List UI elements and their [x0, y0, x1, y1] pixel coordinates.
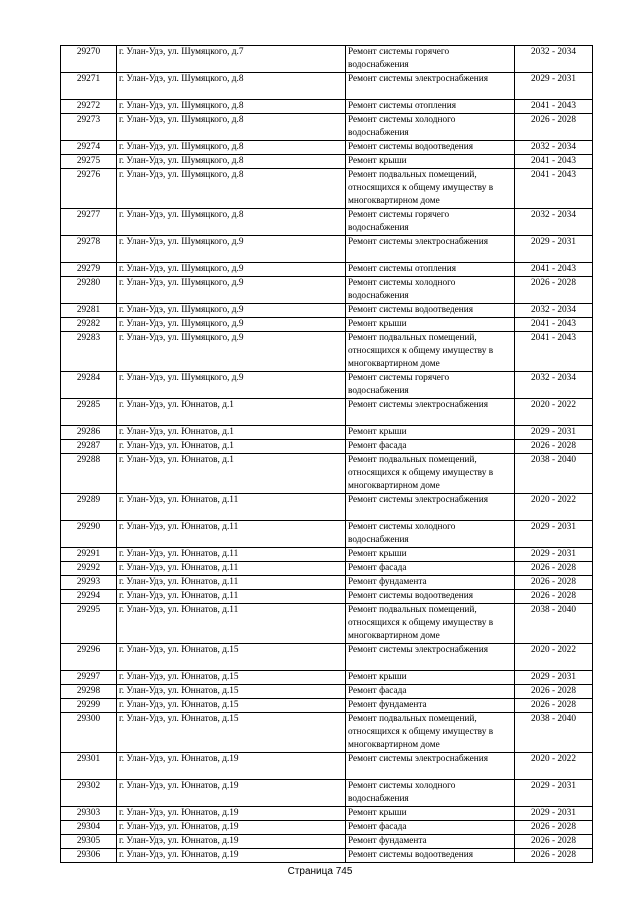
row-work-type: Ремонт системы горячего водоснабжения [346, 209, 515, 236]
row-work-type: Ремонт системы водоотведения [346, 849, 515, 863]
row-address: г. Улан-Удэ, ул. Шумяцкого, д.8 [117, 100, 346, 114]
row-period: 2029 - 2031 [515, 521, 593, 548]
table-row [61, 141, 593, 155]
table-row [61, 644, 593, 671]
table-row [61, 685, 593, 699]
row-address: г. Улан-Удэ, ул. Шумяцкого, д.8 [117, 73, 346, 100]
row-address: г. Улан-Удэ, ул. Юннатов, д.15 [117, 713, 346, 753]
row-number: 29305 [61, 835, 117, 849]
row-number: 29275 [61, 155, 117, 169]
row-address: г. Улан-Удэ, ул. Юннатов, д.11 [117, 590, 346, 604]
work-schedule-table [60, 45, 593, 863]
row-period: 2026 - 2028 [515, 114, 593, 141]
row-period: 2032 - 2034 [515, 209, 593, 236]
row-address: г. Улан-Удэ, ул. Юннатов, д.1 [117, 399, 346, 426]
row-number: 29287 [61, 440, 117, 454]
row-number: 29290 [61, 521, 117, 548]
row-number: 29279 [61, 263, 117, 277]
row-period: 2020 - 2022 [515, 494, 593, 521]
row-work-type: Ремонт системы электроснабжения [346, 494, 515, 521]
row-work-type: Ремонт системы горячего водоснабжения [346, 46, 515, 73]
table-row [61, 753, 593, 780]
row-period: 2032 - 2034 [515, 372, 593, 399]
row-number: 29294 [61, 590, 117, 604]
row-address: г. Улан-Удэ, ул. Шумяцкого, д.9 [117, 332, 346, 372]
row-work-type: Ремонт системы отопления [346, 263, 515, 277]
row-number: 29282 [61, 318, 117, 332]
row-work-type: Ремонт крыши [346, 807, 515, 821]
row-period: 2041 - 2043 [515, 318, 593, 332]
table-row [61, 318, 593, 332]
row-address: г. Улан-Удэ, ул. Юннатов, д.11 [117, 576, 346, 590]
row-address: г. Улан-Удэ, ул. Юннатов, д.11 [117, 604, 346, 644]
row-address: г. Улан-Удэ, ул. Шумяцкого, д.9 [117, 318, 346, 332]
row-work-type: Ремонт системы горячего водоснабжения [346, 372, 515, 399]
row-work-type: Ремонт системы электроснабжения [346, 753, 515, 780]
row-work-type: Ремонт подвальных помещений, относящихся к общему имуществу в многоквартирном доме [346, 604, 515, 644]
row-period: 2020 - 2022 [515, 399, 593, 426]
row-work-type: Ремонт фундамента [346, 835, 515, 849]
row-work-type: Ремонт крыши [346, 671, 515, 685]
row-period: 2029 - 2031 [515, 426, 593, 440]
row-address: г. Улан-Удэ, ул. Юннатов, д.1 [117, 426, 346, 440]
row-work-type: Ремонт подвальных помещений, относящихся к общему имуществу в многоквартирном доме [346, 169, 515, 209]
table-row [61, 155, 593, 169]
table-row [61, 494, 593, 521]
row-work-type: Ремонт системы электроснабжения [346, 73, 515, 100]
row-address: г. Улан-Удэ, ул. Шумяцкого, д.8 [117, 141, 346, 155]
table-row [61, 849, 593, 863]
row-address: г. Улан-Удэ, ул. Юннатов, д.19 [117, 849, 346, 863]
table-row [61, 304, 593, 318]
row-number: 29288 [61, 454, 117, 494]
row-work-type: Ремонт фундамента [346, 576, 515, 590]
row-number: 29296 [61, 644, 117, 671]
row-number: 29295 [61, 604, 117, 644]
row-address: г. Улан-Удэ, ул. Шумяцкого, д.8 [117, 114, 346, 141]
row-address: г. Улан-Удэ, ул. Шумяцкого, д.9 [117, 372, 346, 399]
table-row [61, 114, 593, 141]
row-period: 2032 - 2034 [515, 141, 593, 155]
table-row [61, 236, 593, 263]
table-row [61, 372, 593, 399]
row-number: 29299 [61, 699, 117, 713]
table-row [61, 440, 593, 454]
row-number: 29289 [61, 494, 117, 521]
row-period: 2026 - 2028 [515, 821, 593, 835]
table-row [61, 576, 593, 590]
table-body [61, 46, 593, 863]
row-period: 2041 - 2043 [515, 155, 593, 169]
row-address: г. Улан-Удэ, ул. Юннатов, д.15 [117, 685, 346, 699]
row-address: г. Улан-Удэ, ул. Шумяцкого, д.9 [117, 304, 346, 318]
row-period: 2041 - 2043 [515, 263, 593, 277]
row-period: 2029 - 2031 [515, 548, 593, 562]
row-work-type: Ремонт системы холодного водоснабжения [346, 780, 515, 807]
table-row [61, 263, 593, 277]
row-work-type: Ремонт системы водоотведения [346, 304, 515, 318]
row-address: г. Улан-Удэ, ул. Шумяцкого, д.8 [117, 155, 346, 169]
table-row [61, 548, 593, 562]
table-row [61, 590, 593, 604]
row-address: г. Улан-Удэ, ул. Юннатов, д.11 [117, 494, 346, 521]
row-address: г. Улан-Удэ, ул. Шумяцкого, д.7 [117, 46, 346, 73]
table-row [61, 169, 593, 209]
row-work-type: Ремонт системы холодного водоснабжения [346, 114, 515, 141]
row-address: г. Улан-Удэ, ул. Шумяцкого, д.9 [117, 263, 346, 277]
row-address: г. Улан-Удэ, ул. Шумяцкого, д.8 [117, 169, 346, 209]
row-number: 29292 [61, 562, 117, 576]
row-period: 2026 - 2028 [515, 849, 593, 863]
row-period: 2032 - 2034 [515, 46, 593, 73]
row-number: 29300 [61, 713, 117, 753]
row-number: 29276 [61, 169, 117, 209]
row-address: г. Улан-Удэ, ул. Шумяцкого, д.9 [117, 236, 346, 263]
row-number: 29306 [61, 849, 117, 863]
table-row [61, 807, 593, 821]
row-period: 2038 - 2040 [515, 713, 593, 753]
row-number: 29278 [61, 236, 117, 263]
table-row [61, 100, 593, 114]
row-address: г. Улан-Удэ, ул. Шумяцкого, д.8 [117, 209, 346, 236]
table-row [61, 713, 593, 753]
row-work-type: Ремонт подвальных помещений, относящихся к общему имуществу в многоквартирном доме [346, 332, 515, 372]
row-number: 29283 [61, 332, 117, 372]
row-period: 2020 - 2022 [515, 644, 593, 671]
row-address: г. Улан-Удэ, ул. Юннатов, д.19 [117, 807, 346, 821]
row-work-type: Ремонт системы водоотведения [346, 141, 515, 155]
row-period: 2029 - 2031 [515, 780, 593, 807]
row-work-type: Ремонт системы холодного водоснабжения [346, 277, 515, 304]
row-period: 2026 - 2028 [515, 835, 593, 849]
row-work-type: Ремонт подвальных помещений, относящихся к общему имуществу в многоквартирном доме [346, 454, 515, 494]
row-period: 2026 - 2028 [515, 685, 593, 699]
row-number: 29273 [61, 114, 117, 141]
table-row [61, 835, 593, 849]
row-number: 29270 [61, 46, 117, 73]
row-work-type: Ремонт крыши [346, 318, 515, 332]
row-period: 2029 - 2031 [515, 807, 593, 821]
row-number: 29301 [61, 753, 117, 780]
table-row [61, 521, 593, 548]
row-period: 2029 - 2031 [515, 73, 593, 100]
row-work-type: Ремонт фасада [346, 685, 515, 699]
row-period: 2026 - 2028 [515, 562, 593, 576]
table-row [61, 454, 593, 494]
row-work-type: Ремонт системы холодного водоснабжения [346, 521, 515, 548]
row-period: 2041 - 2043 [515, 169, 593, 209]
row-address: г. Улан-Удэ, ул. Юннатов, д.1 [117, 440, 346, 454]
row-address: г. Улан-Удэ, ул. Юннатов, д.11 [117, 562, 346, 576]
row-period: 2026 - 2028 [515, 576, 593, 590]
table-row [61, 399, 593, 426]
row-number: 29272 [61, 100, 117, 114]
table-row [61, 426, 593, 440]
row-address: г. Улан-Удэ, ул. Юннатов, д.15 [117, 671, 346, 685]
row-period: 2026 - 2028 [515, 590, 593, 604]
row-work-type: Ремонт фасада [346, 440, 515, 454]
row-work-type: Ремонт крыши [346, 548, 515, 562]
row-work-type: Ремонт системы водоотведения [346, 590, 515, 604]
table-row [61, 671, 593, 685]
row-number: 29293 [61, 576, 117, 590]
row-number: 29281 [61, 304, 117, 318]
row-number: 29271 [61, 73, 117, 100]
row-period: 2026 - 2028 [515, 440, 593, 454]
row-address: г. Улан-Удэ, ул. Юннатов, д.19 [117, 835, 346, 849]
row-address: г. Улан-Удэ, ул. Юннатов, д.1 [117, 454, 346, 494]
row-period: 2026 - 2028 [515, 699, 593, 713]
table-row [61, 780, 593, 807]
row-address: г. Улан-Удэ, ул. Юннатов, д.19 [117, 780, 346, 807]
table-row [61, 209, 593, 236]
page-number: Страница 745 [287, 866, 353, 877]
row-address: г. Улан-Удэ, ул. Шумяцкого, д.9 [117, 277, 346, 304]
row-period: 2026 - 2028 [515, 277, 593, 304]
row-work-type: Ремонт крыши [346, 426, 515, 440]
row-work-type: Ремонт фасада [346, 821, 515, 835]
row-number: 29280 [61, 277, 117, 304]
row-period: 2020 - 2022 [515, 753, 593, 780]
row-number: 29291 [61, 548, 117, 562]
row-work-type: Ремонт фундамента [346, 699, 515, 713]
table-row [61, 277, 593, 304]
table-row [61, 699, 593, 713]
row-address: г. Улан-Удэ, ул. Юннатов, д.11 [117, 521, 346, 548]
row-work-type: Ремонт системы электроснабжения [346, 399, 515, 426]
row-period: 2041 - 2043 [515, 100, 593, 114]
row-period: 2032 - 2034 [515, 304, 593, 318]
row-work-type: Ремонт системы электроснабжения [346, 644, 515, 671]
row-number: 29297 [61, 671, 117, 685]
row-period: 2029 - 2031 [515, 671, 593, 685]
row-number: 29286 [61, 426, 117, 440]
table-row [61, 332, 593, 372]
row-period: 2038 - 2040 [515, 604, 593, 644]
table-row [61, 46, 593, 73]
row-work-type: Ремонт фасада [346, 562, 515, 576]
row-number: 29298 [61, 685, 117, 699]
row-period: 2038 - 2040 [515, 454, 593, 494]
row-period: 2029 - 2031 [515, 236, 593, 263]
table-row [61, 821, 593, 835]
row-address: г. Улан-Удэ, ул. Юннатов, д.15 [117, 644, 346, 671]
row-period: 2041 - 2043 [515, 332, 593, 372]
row-number: 29274 [61, 141, 117, 155]
row-number: 29303 [61, 807, 117, 821]
row-number: 29304 [61, 821, 117, 835]
row-address: г. Улан-Удэ, ул. Юннатов, д.19 [117, 753, 346, 780]
row-number: 29302 [61, 780, 117, 807]
row-address: г. Улан-Удэ, ул. Юннатов, д.19 [117, 821, 346, 835]
table-row [61, 604, 593, 644]
row-work-type: Ремонт крыши [346, 155, 515, 169]
row-work-type: Ремонт системы электроснабжения [346, 236, 515, 263]
row-work-type: Ремонт подвальных помещений, относящихся к общему имуществу в многоквартирном доме [346, 713, 515, 753]
row-number: 29284 [61, 372, 117, 399]
row-number: 29277 [61, 209, 117, 236]
row-address: г. Улан-Удэ, ул. Юннатов, д.15 [117, 699, 346, 713]
row-work-type: Ремонт системы отопления [346, 100, 515, 114]
row-number: 29285 [61, 399, 117, 426]
table-row [61, 562, 593, 576]
table-row [61, 73, 593, 100]
row-address: г. Улан-Удэ, ул. Юннатов, д.11 [117, 548, 346, 562]
